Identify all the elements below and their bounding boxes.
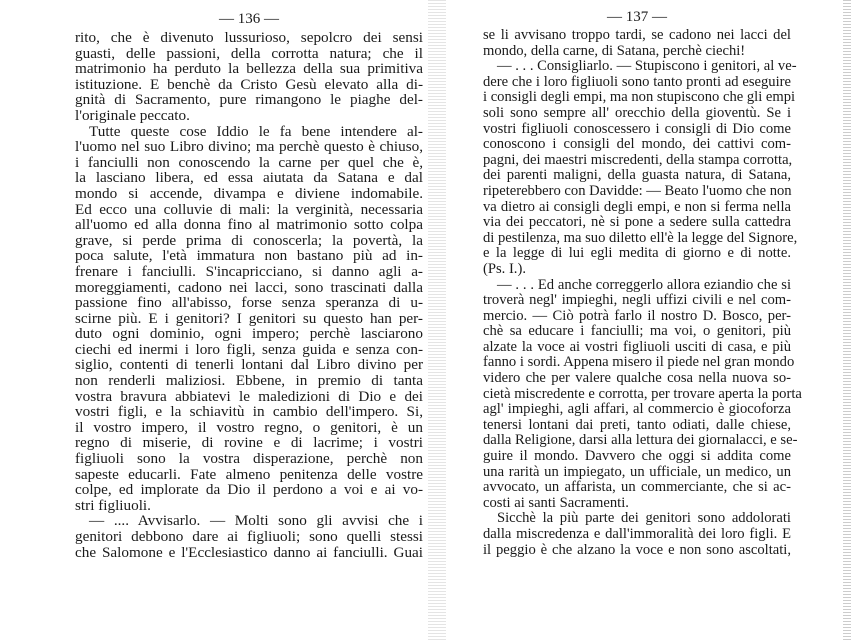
page-body	[75, 30, 423, 560]
page-edge	[843, 0, 851, 640]
text-line: mercio. — Ciò potrà farlo il nostro D. Bosco, per-	[483, 307, 791, 324]
text-line: chè sa educare i fanciulli; ma voi, o genitori, più	[483, 323, 791, 340]
text-line: sapeste educarli. Fate almeno penitenza delle vostre	[75, 465, 423, 483]
text-line: che Salomone e l'Ecclesiastico danno ai fanciulli. Guai	[75, 543, 423, 561]
text-line: dere che i loro figliuoli sono tanto pronti ad eseguire	[483, 73, 791, 90]
text-line: ripeterebbero con Davidde: — Beato l'uomo che non	[483, 182, 792, 199]
text-line: pagni, dei maestri miscredenti, della stampa corrotta,	[483, 151, 793, 168]
text-line: genitori debbono dare ai figliuoli; sono quelli stessi	[75, 528, 423, 545]
text-line: dei parenti maligni, della guasta natura, di Satana,	[483, 167, 791, 184]
right-page	[483, 6, 802, 558]
text-line: frenare i fanciulli. S'incapricciano, si danno agli a-	[75, 262, 423, 280]
text-line: scirne più. E i genitori? I genitori su questo han per-	[75, 309, 423, 327]
text-line: Sicchè la più parte dei genitori sono addolorati	[497, 510, 791, 527]
text-line: l'originale peccato.	[75, 106, 190, 124]
text-line: regno di miserie, di rovine e di lacrime; i vostri	[75, 434, 423, 452]
text-line: il vostro impero, il vostro regno, o genitori, è un	[75, 418, 423, 436]
text-line: di pestilenza, ma suo diletto ell'è la legge del Signore,	[483, 229, 798, 246]
text-line: matrimonio ha perduto la bellezza della sua primitiva	[75, 60, 423, 78]
text-line: se li avvisano troppo tardi, se cadono nei lacci del	[483, 27, 791, 43]
text-line: dalla Religione, darsi alla lettura dei giornalacci, e se-	[483, 432, 798, 449]
text-line: conoscono i consigli del mondo, dei cattivi com-	[483, 136, 791, 153]
text-line: avvocato, un affarista, un commerciante, che si ac-	[483, 479, 791, 496]
text-line: vostri figliuoli conoscessero i consigli di Dio come	[483, 120, 791, 137]
text-line: i fanciulli non conoscendo la carne per quel che è,	[75, 153, 423, 171]
text-line: videro che per valere qualche cosa nella nuova so-	[483, 370, 791, 387]
text-line: Ed ecco una colluvie di mali: la verginità, necessaria	[75, 200, 423, 218]
text-line: alzate la voce ai vostri figliuoli usciti di casa, e più	[483, 338, 791, 355]
text-line: siglio, contenti di tenerli lontani dal Libro divino per	[75, 356, 423, 374]
text-line: ciechi ed inermi i loro figli, senza guida e senza con-	[75, 340, 423, 358]
text-line: (Ps. I.).	[483, 260, 526, 277]
text-line: duto ogni dominio, ogni impero; perchè lasciarono	[75, 325, 423, 343]
text-line: — . . . Consigliarlo. — Stupiscono i genitori, al ve-	[497, 58, 797, 75]
text-line: guire il mondo. Davvero che oggi si addita come	[483, 448, 791, 465]
text-line: e la legge di lui egli medita di giorno e di notte.	[483, 245, 791, 262]
text-line: mondo si accende, divampa e diviene indomabile.	[75, 184, 423, 202]
book-gutter	[428, 0, 446, 640]
text-line: soli sono sempre all' orecchio della gioventù. Se i	[483, 104, 791, 121]
text-line: fanno i sordi. Appena misero il piede nel gran mondo	[483, 354, 795, 371]
text-line: grave, si perde prima di conoscerla; la povertà, la	[75, 231, 423, 249]
page-number: — 136 —	[219, 11, 279, 27]
text-line: agl' impieghi, agli affari, al commercio è giocoforza	[483, 401, 791, 418]
text-line: stri figliuoli.	[75, 496, 151, 514]
text-line: — .... Avvisarlo. — Molti sono gli avvisi che i	[89, 512, 423, 530]
text-line: non renderli maliziosi. Ebbene, in premio di tanta	[75, 372, 423, 390]
text-line: vostri figli, e la schiavitù in cambio dell'impero. Si,	[75, 403, 423, 421]
text-line: dalla miscredenza e dall'immoralità dei loro figli. E	[483, 526, 791, 542]
text-line: gnità di Sacramento, pure rimangono le piaghe del-	[75, 91, 423, 109]
page-body	[483, 27, 802, 558]
text-line: colpe, ed implorate da Dio il perdono a voi e ai vo-	[75, 481, 423, 499]
page-number: — 137 —	[607, 9, 667, 25]
text-line: — . . . Ed anche correggerlo allora eziandio che si	[497, 276, 791, 293]
text-line: Tutte queste cose Iddio le fa bene intendere al-	[89, 122, 423, 140]
text-line: via dei peccatori, nè si pone a sedere sulla cattedra	[483, 214, 791, 231]
text-line: l'uomo nel suo Libro divino; ma perchè questo è chiuso,	[75, 138, 423, 156]
text-line: va dietro ai consigli degli empi, e non si ferma nella	[483, 198, 791, 215]
text-line: la lasciano libera, ed essa aiutata da Satana e dal	[75, 169, 423, 187]
text-line: costi ai santi Sacramenti.	[483, 494, 629, 511]
text-line: il peggio è che alzano la voce e non sono ascoltati,	[483, 541, 791, 558]
text-line: vostra bravura abbiatevi le maledizioni di Dio e dei	[75, 387, 423, 405]
text-line: cietà miscredente e corrotta, per trovare aperta la porta	[483, 385, 802, 402]
text-line: mondo, della carne, di Satana, perchè ciechi!	[483, 42, 746, 59]
text-line: poca salute, l'età immatura non bastano più ad in-	[75, 247, 423, 265]
text-line: all'uomo ed alla donna fino al matrimonio sotto colpa	[75, 216, 423, 234]
text-line: figliuoli sono la vostra disperazione, perchè non	[75, 450, 423, 468]
text-line: i consigli degli empi, ma non stupiscono che gli empi	[483, 89, 796, 106]
text-line: troverà negl' impieghi, negli uffizi civili e nel com-	[483, 292, 791, 309]
text-line: rito, che è divenuto lussurioso, sepolcro dei sensi	[75, 29, 423, 46]
text-line: tenersi lontani dai preti, tanto odiati, dalle chiese,	[483, 416, 791, 433]
left-page	[75, 8, 423, 560]
text-line: una rarità un impiegato, un ufficiale, un medico, un	[483, 463, 791, 480]
text-line: istituzione. E benchè da Cristo Gesù elevato alla di-	[75, 75, 423, 93]
text-line: moreggiamenti, cadono nei lacci, sono trascinati dalla	[75, 278, 423, 296]
text-line: guasti, delle passioni, della corrotta natura; che il	[75, 44, 423, 62]
text-line: passione fino all'abisso, forse senza speranza di u-	[75, 294, 423, 312]
